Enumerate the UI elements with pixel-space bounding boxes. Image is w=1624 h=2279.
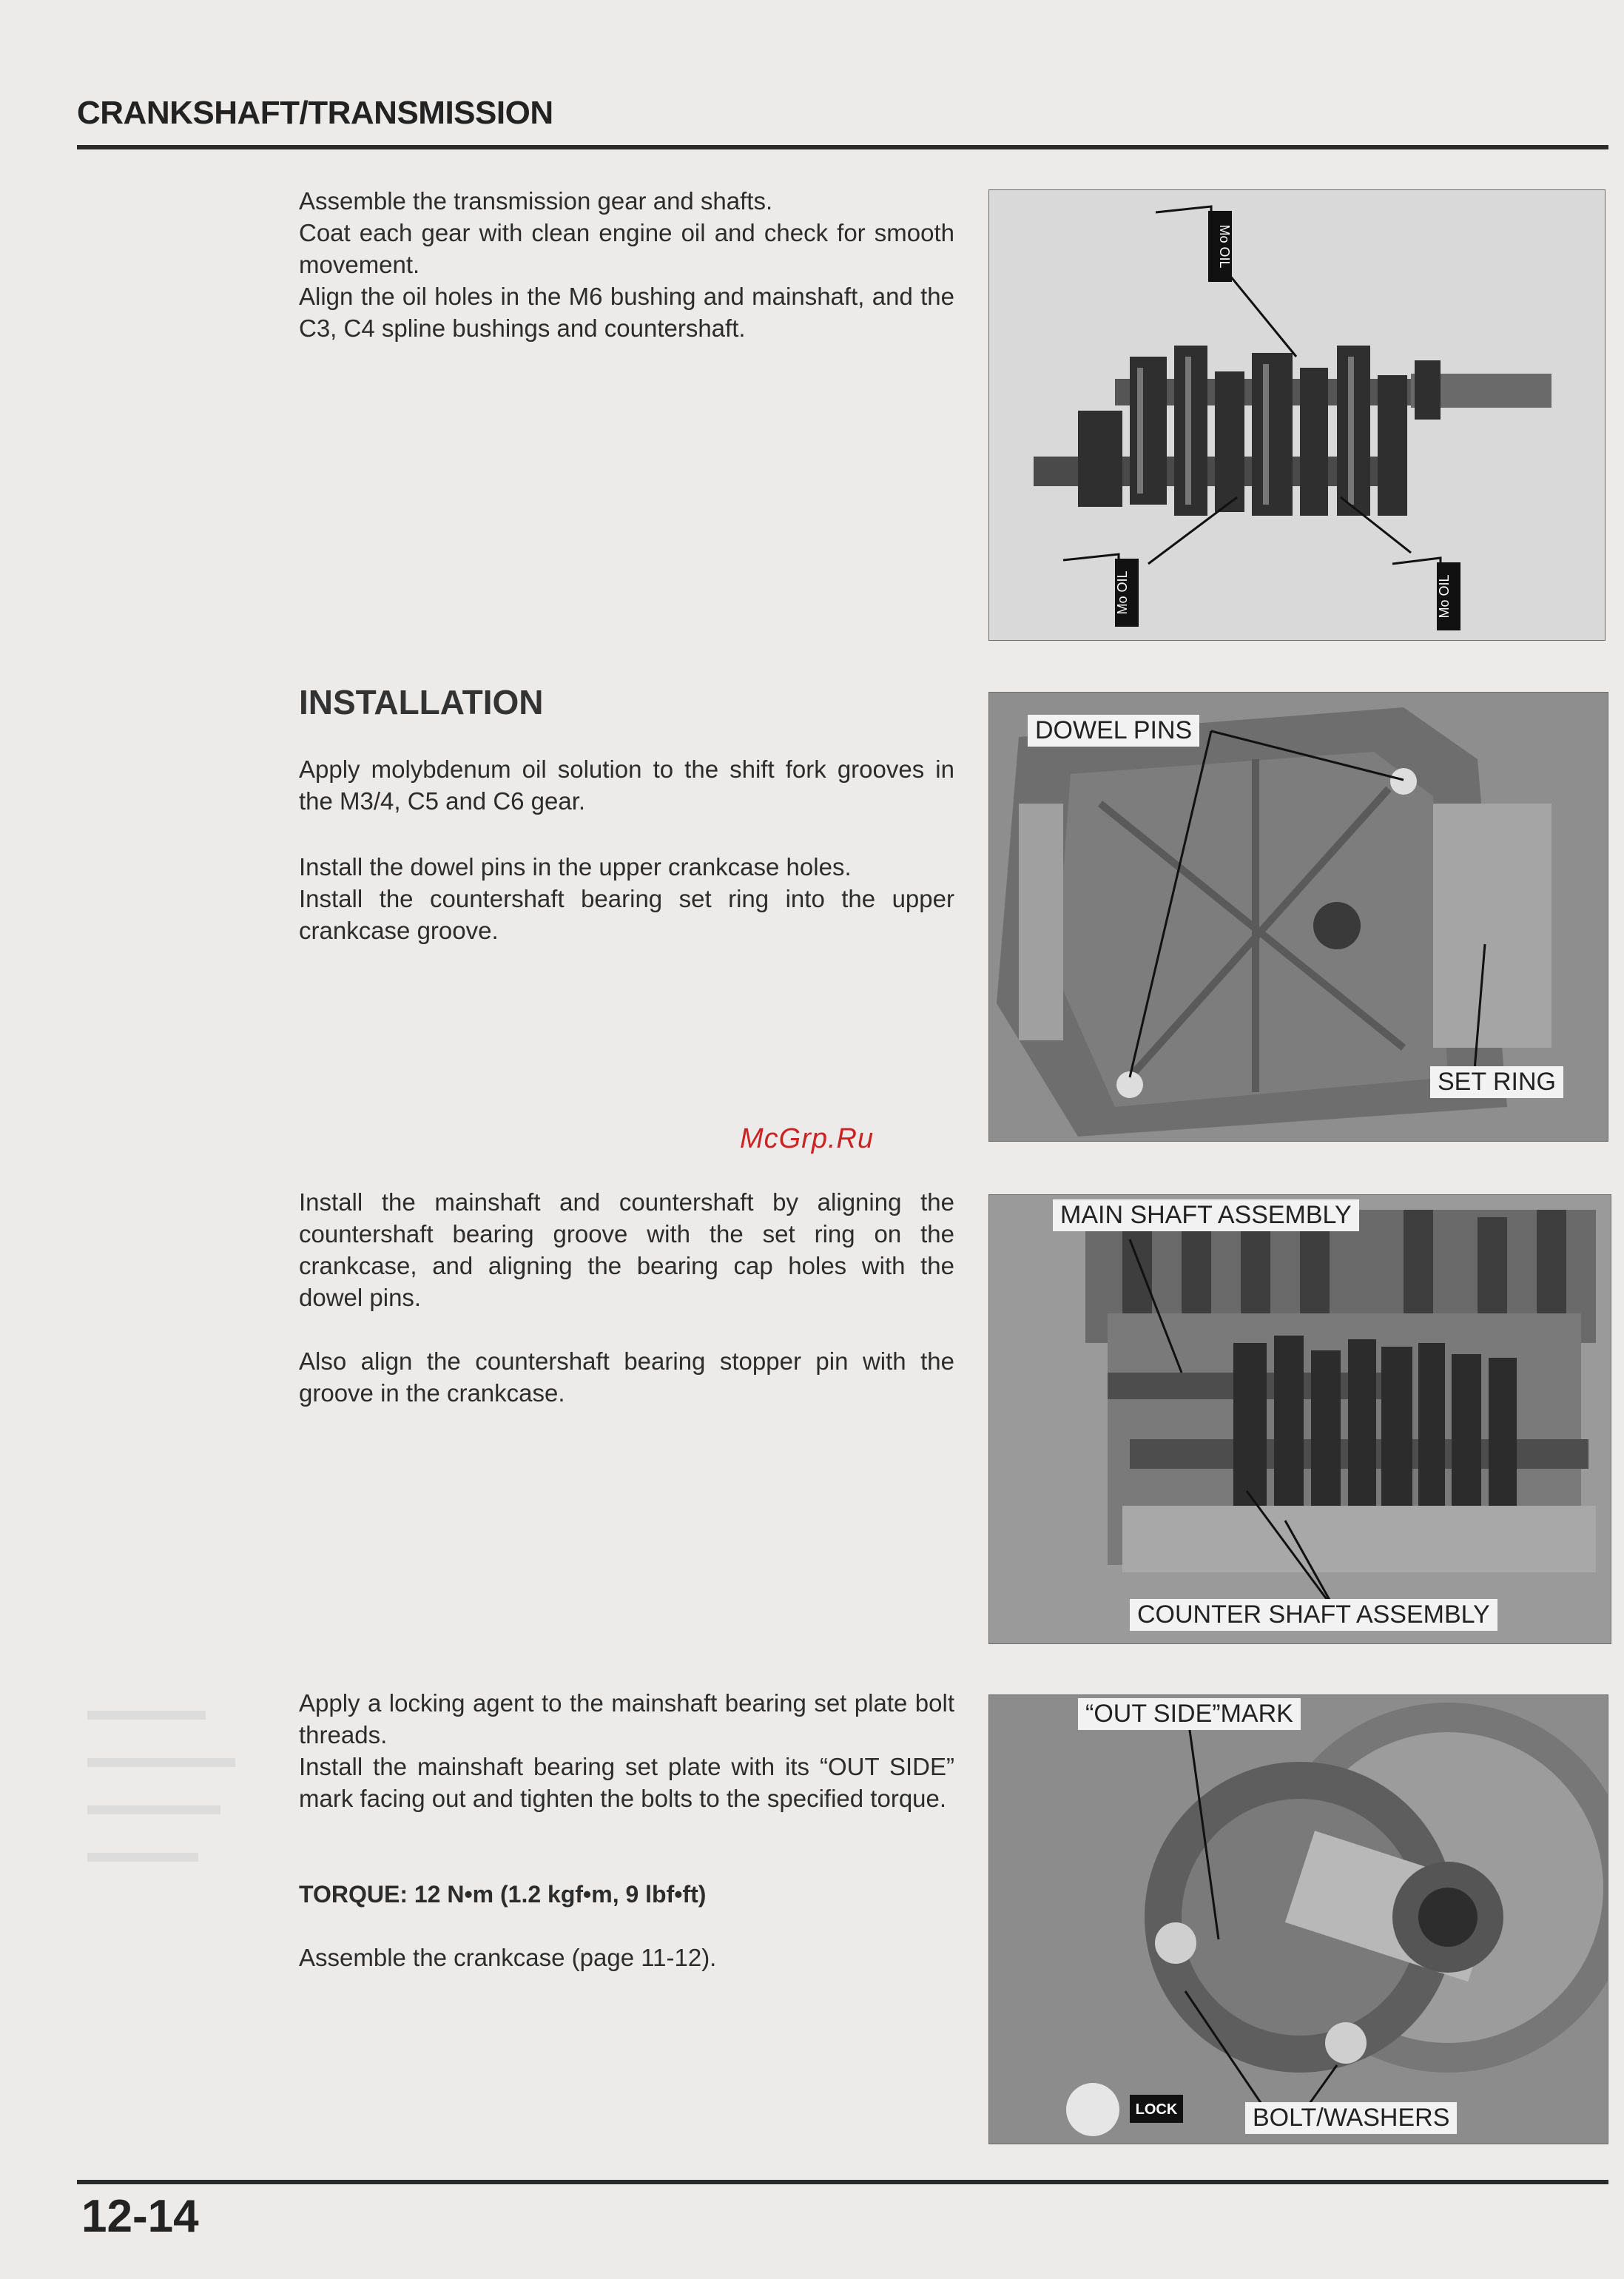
shaft-install-para-2 — [299, 1345, 954, 1409]
crankcase-reference-text: Assemble the crankcase (page 11-12). — [299, 1944, 717, 1971]
assemble-line-3: Align the oil holes in the M6 bushing and mainshaft, and the C3, C4 spline bushings and countershaft. — [299, 283, 954, 342]
assemble-line-2: Coat each gear with clean engine oil and check for smooth movement. — [299, 219, 954, 278]
mo-oil-label-left: Mo OIL — [1115, 570, 1130, 615]
shaft-install-text-2: Also align the countershaft bearing stopper pin with the groove in the crankcase. — [299, 1347, 954, 1407]
counter-shaft-label: COUNTER SHAFT ASSEMBLY — [1130, 1599, 1497, 1631]
assemble-line-1: Assemble the transmission gear and shafts. — [299, 187, 773, 215]
gear-shaft-illustration — [989, 190, 1605, 640]
set-ring-label: SET RING — [1430, 1066, 1563, 1098]
shaft-assembly-illustration — [989, 1195, 1611, 1643]
bearing-plate-line-2: Install the mainshaft bearing set plate with its “OUT SIDE” mark facing out and tighten the bolts to the specified torque. — [299, 1753, 954, 1812]
installation-heading: INSTALLATION — [299, 683, 544, 721]
crankcase-photo — [988, 692, 1608, 1142]
page-number: 12-14 — [81, 2191, 199, 2242]
installation-line-1: Install the dowel pins in the upper crankcase holes. — [299, 853, 852, 881]
installation-para-1 — [299, 753, 954, 817]
mo-oil-label-top: Mo OIL — [1217, 224, 1232, 269]
header-rule — [77, 145, 1608, 149]
bleed-through-marks — [87, 1702, 250, 1953]
mo-oil-label-right: Mo OIL — [1437, 574, 1452, 619]
page-title: CRANKSHAFT/TRANSMISSION — [77, 95, 553, 131]
assemble-text — [299, 185, 954, 344]
shaft-install-text-1: Install the mainshaft and countershaft by aligning the countershaft bearing groove with the set ring on the crankcase, and aligning the bearing cap holes with the dowel pins. — [299, 1188, 954, 1311]
installation-para-2 — [299, 851, 954, 946]
dowel-pins-label: DOWEL PINS — [1028, 715, 1199, 747]
bolt-washers-label: BOLT/WASHERS — [1245, 2102, 1457, 2134]
out-side-mark-label: “OUT SIDE”MARK — [1078, 1698, 1301, 1730]
footer-rule — [77, 2180, 1608, 2184]
lock-badge: LOCK — [1135, 2101, 1178, 2118]
main-shaft-label: MAIN SHAFT ASSEMBLY — [1053, 1199, 1359, 1231]
torque-spec: TORQUE: 12 N•m (1.2 kgf•m, 9 lbf•ft) — [299, 1881, 707, 1908]
transmission-gears-photo — [988, 189, 1606, 641]
bearing-plate-line-1: Apply a locking agent to the mainshaft bearing set plate bolt threads. — [299, 1689, 954, 1748]
bearing-plate-illustration — [989, 1695, 1608, 2144]
bearing-plate-photo — [988, 1694, 1608, 2144]
shaft-assembly-photo — [988, 1194, 1611, 1644]
installation-text-1: Apply molybdenum oil solution to the shift fork grooves in the M3/4, C5 and C6 gear. — [299, 755, 954, 815]
watermark: McGrp.Ru — [740, 1123, 875, 1154]
bearing-plate-text — [299, 1687, 954, 1814]
crankcase-reference — [299, 1942, 954, 1973]
installation-line-2: Install the countershaft bearing set ring into the upper crankcase groove. — [299, 885, 954, 944]
shaft-install-para-1 — [299, 1186, 954, 1313]
